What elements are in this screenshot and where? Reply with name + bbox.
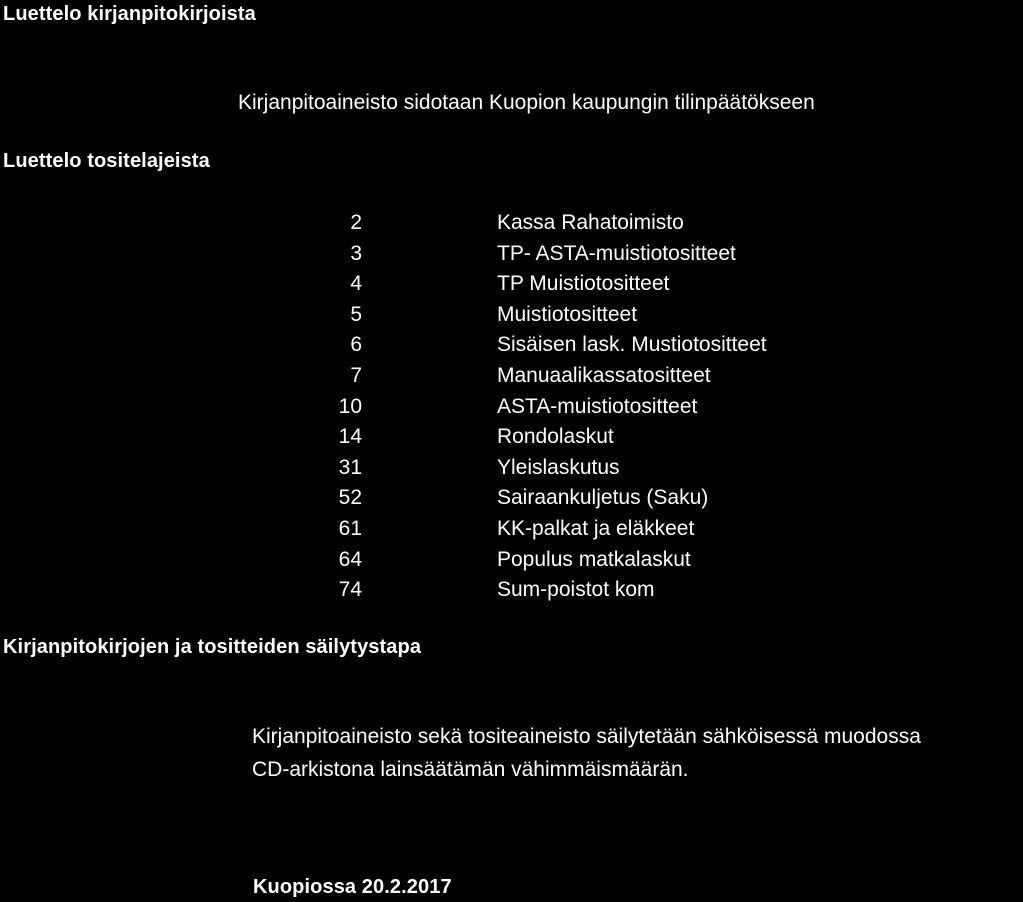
- storage-line: CD-arkistona lainsäätämän vähimmäismäärän.: [252, 758, 689, 781]
- voucher-number: 2: [350, 211, 362, 234]
- voucher-name: Manuaalikassatositteet: [497, 363, 711, 387]
- voucher-number: 64: [338, 547, 362, 571]
- voucher-number: 74: [338, 578, 362, 602]
- voucher-number: 7: [350, 363, 362, 387]
- list-item: [300, 239, 820, 270]
- voucher-name: Sum-poistot kom: [497, 578, 655, 602]
- voucher-number: 10: [338, 394, 362, 418]
- voucher-name: Muistiotositteet: [497, 302, 638, 326]
- books-description: Kirjanpitoaineisto sidotaan Kuopion kaupungin tilinpäätökseen: [238, 91, 815, 114]
- voucher-number: 61: [338, 516, 362, 540]
- voucher-name: Kassa Rahatoimisto: [497, 211, 684, 234]
- storage-line: Kirjanpitoaineisto sekä tositeaineisto säilytetään sähköisessä muodossa: [252, 725, 921, 748]
- storage-method-heading: Kirjanpitokirjojen ja tositteiden säilytystapa: [3, 636, 422, 658]
- voucher-number: 52: [338, 486, 362, 510]
- voucher-name: TP- ASTA-muistiotositteet: [497, 241, 736, 265]
- list-item: [300, 208, 820, 239]
- storage-description: [252, 720, 921, 786]
- books-list-heading: Luettelo kirjanpitokirjoista: [3, 3, 256, 25]
- voucher-types-list: [300, 208, 820, 606]
- voucher-number: 14: [338, 425, 362, 449]
- list-item: [300, 575, 820, 606]
- voucher-name: Yleislaskutus: [497, 455, 620, 479]
- voucher-name: KK-palkat ja eläkkeet: [497, 516, 695, 540]
- list-item: [300, 392, 820, 423]
- voucher-name: ASTA-muistiotositteet: [497, 394, 698, 418]
- list-item: [300, 483, 820, 514]
- voucher-number: 3: [350, 241, 362, 265]
- place-and-date: Kuopiossa 20.2.2017: [253, 876, 452, 898]
- list-item: [300, 453, 820, 484]
- voucher-number: 31: [338, 455, 362, 479]
- list-item: [300, 545, 820, 576]
- list-item: [300, 422, 820, 453]
- voucher-number: 4: [350, 272, 362, 296]
- list-item: [300, 269, 820, 300]
- voucher-name: Populus matkalaskut: [497, 547, 691, 571]
- list-item: [300, 514, 820, 545]
- voucher-number: 5: [350, 302, 362, 326]
- voucher-name: Sairaankuljetus (Saku): [497, 486, 709, 510]
- list-item: [300, 330, 820, 361]
- list-item: [300, 300, 820, 331]
- voucher-types-heading: Luettelo tositelajeista: [3, 150, 210, 172]
- voucher-number: 6: [350, 333, 362, 357]
- voucher-name: Rondolaskut: [497, 425, 614, 449]
- voucher-name: TP Muistiotositteet: [497, 272, 670, 296]
- voucher-name: Sisäisen lask. Mustiotositteet: [497, 333, 767, 357]
- list-item: [300, 361, 820, 392]
